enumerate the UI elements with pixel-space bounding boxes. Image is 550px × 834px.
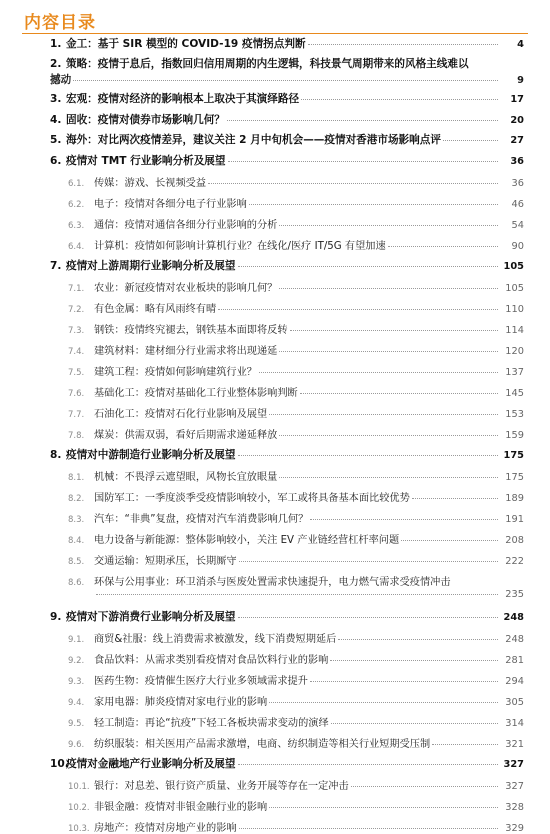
entry-title: 环保与公用事业：环卫消杀与医废处置需求快速提升，电力燃气需求受疫情冲击 — [94, 577, 451, 588]
entry-number: 10.3. — [68, 824, 90, 834]
entry-title: 电力设备与新能源：整体影响较小，关注 EV 产业链经营杠杆率问题 — [94, 535, 400, 546]
entry-title: 疫情对 TMT 行业影响分析及展望 — [66, 155, 226, 167]
entry-title: 疫情对中游制造行业影响分析及展望 — [66, 449, 236, 461]
toc-section-entry[interactable] — [0, 258, 550, 273]
dot-leader — [238, 764, 499, 765]
toc-section-entry[interactable] — [0, 36, 550, 51]
dot-leader — [218, 309, 498, 310]
toc-subsection-entry[interactable] — [0, 651, 550, 666]
entry-number: 5. — [50, 134, 62, 146]
toc-section-entry[interactable] — [0, 132, 550, 147]
toc-section-entry[interactable] — [0, 756, 550, 771]
entry-page-number: 294 — [505, 676, 524, 687]
entry-page-number: 189 — [505, 493, 524, 504]
entry-title: 家用电器：肺炎疫情对家电行业的影响 — [94, 697, 268, 708]
toc-section-entry[interactable] — [0, 447, 550, 462]
entry-page-number: 327 — [505, 781, 524, 792]
toc-subsection-entry[interactable] — [0, 321, 550, 336]
entry-title: 基础化工：疫情对基础化工行业整体影响判断 — [94, 388, 298, 399]
entry-number: 10. — [50, 758, 69, 770]
toc-subsection-entry[interactable] — [0, 672, 550, 687]
dot-leader — [401, 540, 498, 541]
entry-number: 10.2. — [68, 803, 90, 813]
entry-title: 计算机：疫情如何影响计算机行业？在线化/医疗 IT/5G 有望加速 — [94, 241, 386, 252]
toc-subsection-entry[interactable] — [0, 279, 550, 294]
toc-subsection-entry-continuation[interactable] — [0, 589, 550, 600]
dot-leader — [239, 828, 498, 829]
entry-number: 9.5. — [68, 719, 85, 729]
dot-leader — [443, 140, 498, 141]
toc-section-entry[interactable] — [0, 609, 550, 624]
entry-page-number: 281 — [505, 655, 524, 666]
entry-title: 疫情对上游周期行业影响分析及展望 — [66, 260, 236, 272]
dot-leader — [73, 80, 498, 81]
entry-page-number: 159 — [505, 430, 524, 441]
toc-subsection-entry[interactable] — [0, 798, 550, 813]
dot-leader — [269, 702, 498, 703]
entry-title: 建筑材料：建材细分行业需求将出现递延 — [94, 346, 278, 357]
entry-title: 通信：疫情对通信各细分行业影响的分析 — [94, 220, 278, 231]
dot-leader — [269, 414, 498, 415]
toc-subsection-entry[interactable] — [0, 510, 550, 525]
toc-subsection-entry[interactable] — [0, 630, 550, 645]
dot-leader — [308, 44, 498, 45]
toc-subsection-entry[interactable] — [0, 174, 550, 189]
toc-subsection-entry[interactable] — [0, 693, 550, 708]
toc-subsection-entry[interactable] — [0, 552, 550, 567]
toc-subsection-entry[interactable] — [0, 300, 550, 315]
toc-subsection-entry[interactable] — [0, 777, 550, 792]
title-divider — [22, 33, 528, 34]
entry-title: 汽车：“非典”复盘，疫情对汽车消费影响几何？ — [94, 514, 309, 525]
entry-title: 疫情对下游消费行业影响分析及展望 — [66, 611, 236, 623]
entry-number: 9.2. — [68, 656, 85, 666]
dot-leader — [351, 786, 498, 787]
entry-number: 9.1. — [68, 635, 85, 645]
entry-number: 8.1. — [68, 473, 85, 483]
dot-leader — [279, 477, 498, 478]
dot-leader — [290, 330, 498, 331]
entry-page-number: 314 — [505, 718, 524, 729]
entry-number: 9.3. — [68, 677, 85, 687]
entry-title: 建筑工程：疫情如何影响建筑行业？ — [94, 367, 257, 378]
dot-leader — [310, 519, 498, 520]
dot-leader — [239, 561, 498, 562]
dot-leader — [310, 681, 498, 682]
entry-title: 煤炭：供需双弱，看好后期需求递延释放 — [94, 430, 278, 441]
entry-number: 9. — [50, 611, 62, 623]
dot-leader — [432, 744, 498, 745]
toc-subsection-entry[interactable] — [0, 342, 550, 357]
toc-section-entry[interactable] — [0, 112, 550, 127]
entry-number: 6. — [50, 155, 62, 167]
entry-page-number: 153 — [505, 409, 524, 420]
entry-page-number: 248 — [505, 634, 524, 645]
entry-number: 7.5. — [68, 368, 85, 378]
entry-page-number: 305 — [505, 697, 524, 708]
entry-number: 7.3. — [68, 326, 85, 336]
entry-title: 农业：新冠疫情对农业板块的影响几何？ — [94, 283, 278, 294]
entry-page-number: 4 — [517, 39, 524, 50]
entry-title: 海外：对比两次疫情差异，建议关注 2 月中旬机会——疫情对香港市场影响点评 — [66, 134, 441, 146]
entry-page-number: 17 — [510, 94, 524, 105]
entry-number: 6.2. — [68, 200, 85, 210]
entry-number: 7.8. — [68, 431, 85, 441]
entry-number: 8.5. — [68, 557, 85, 567]
entry-title: 医药生物：疫情催生医疗大行业多领域需求提升 — [94, 676, 308, 687]
entry-page-number: 27 — [510, 135, 524, 146]
dot-leader — [279, 288, 498, 289]
entry-page-number: 114 — [505, 325, 524, 336]
entry-number: 7.7. — [68, 410, 85, 420]
dot-leader — [300, 393, 498, 394]
entry-number: 3. — [50, 93, 62, 105]
entry-title: 国防军工：一季度淡季受疫情影响较小，军工或将具备基本面比较优势 — [94, 493, 410, 504]
toc-subsection-entry[interactable] — [0, 363, 550, 378]
entry-title: 食品饮料：从需求类别看疫情对食品饮料行业的影响 — [94, 655, 329, 666]
toc-subsection-entry[interactable] — [0, 426, 550, 441]
dot-leader — [96, 594, 498, 595]
dot-leader — [388, 246, 498, 247]
entry-page-number: 175 — [505, 472, 524, 483]
entry-title: 银行：对息差、银行资产质量、业务开展等存在一定冲击 — [94, 781, 349, 792]
dot-leader — [279, 435, 498, 436]
entry-title: 交通运输：短期承压，长期厮守 — [94, 556, 237, 567]
dot-leader — [208, 183, 498, 184]
entry-page-number: 54 — [511, 220, 524, 231]
entry-number: 7.2. — [68, 305, 85, 315]
entry-title: 疫情对金融地产行业影响分析及展望 — [66, 758, 236, 770]
toc-section-entry[interactable] — [0, 153, 550, 168]
dot-leader — [249, 204, 498, 205]
dot-leader — [259, 372, 498, 373]
toc-subsection-entry[interactable] — [0, 468, 550, 483]
entry-number: 9.4. — [68, 698, 85, 708]
toc-subsection-entry[interactable] — [0, 489, 550, 504]
dot-leader — [238, 455, 499, 456]
entry-page-number: 329 — [505, 823, 524, 834]
entry-title-continuation: 撼动 — [50, 74, 72, 86]
toc-section-entry[interactable] — [0, 56, 550, 71]
entry-page-number: 175 — [503, 450, 524, 461]
toc-subsection-entry[interactable] — [0, 195, 550, 210]
dot-leader — [279, 351, 498, 352]
entry-number: 4. — [50, 114, 62, 126]
entry-number: 6.1. — [68, 179, 85, 189]
dot-leader — [338, 639, 498, 640]
entry-number: 7.4. — [68, 347, 85, 357]
entry-number: 8.2. — [68, 494, 85, 504]
entry-page-number: 105 — [505, 283, 524, 294]
entry-title: 机械：不畏浮云遮望眼，风物长宜放眼量 — [94, 472, 278, 483]
toc-subsection-entry[interactable] — [0, 819, 550, 834]
toc-subsection-entry[interactable] — [0, 384, 550, 399]
entry-number: 7. — [50, 260, 62, 272]
entry-title: 石油化工：疫情对石化行业影响及展望 — [94, 409, 268, 420]
entry-page-number: 328 — [505, 802, 524, 813]
entry-page-number: 327 — [503, 759, 524, 770]
entry-title: 固收：疫情对债券市场影响几何？ — [66, 114, 225, 126]
dot-leader — [228, 161, 499, 162]
entry-number: 10.1. — [68, 782, 90, 792]
entry-page-number: 191 — [505, 514, 524, 525]
dot-leader — [238, 617, 499, 618]
entry-number: 9.6. — [68, 740, 85, 750]
entry-number: 7.6. — [68, 389, 85, 399]
entry-number: 6.3. — [68, 221, 85, 231]
dot-leader — [330, 660, 498, 661]
entry-page-number: 36 — [510, 156, 524, 167]
entry-title: 钢铁：疫情终究褪去，钢铁基本面即将反转 — [94, 325, 288, 336]
entry-number: 2. — [50, 58, 62, 70]
entry-title: 有色金属：略有风雨终有晴 — [94, 304, 217, 315]
entry-page-number: 145 — [505, 388, 524, 399]
toc-subsection-entry[interactable] — [0, 573, 550, 588]
entry-number: 8.6. — [68, 578, 85, 588]
entry-number: 8.3. — [68, 515, 85, 525]
entry-page-number: 105 — [503, 261, 524, 272]
toc-title: 内容目录 — [24, 13, 96, 33]
toc-subsection-entry[interactable] — [0, 216, 550, 231]
entry-number: 8. — [50, 449, 62, 461]
toc-subsection-entry[interactable] — [0, 237, 550, 252]
entry-number: 1. — [50, 38, 62, 50]
entry-page-number: 46 — [511, 199, 524, 210]
entry-page-number: 36 — [511, 178, 524, 189]
entry-title: 电子：疫情对各细分电子行业影响 — [94, 199, 247, 210]
dot-leader — [227, 120, 498, 121]
dot-leader — [301, 99, 498, 100]
entry-title: 商贸&社服：线上消费需求被激发，线下消费短期延后 — [94, 634, 337, 645]
entry-page-number: 137 — [505, 367, 524, 378]
toc-subsection-entry[interactable] — [0, 714, 550, 729]
entry-title: 宏观：疫情对经济的影响根本上取决于其演绎路径 — [66, 93, 300, 105]
toc-subsection-entry[interactable] — [0, 405, 550, 420]
entry-page-number: 90 — [511, 241, 524, 252]
dot-leader — [279, 225, 498, 226]
dot-leader — [238, 266, 499, 267]
toc-subsection-entry[interactable] — [0, 735, 550, 750]
entry-number: 8.4. — [68, 536, 85, 546]
entry-title: 轻工制造：再论“抗疫”下轻工各板块需求变动的演绎 — [94, 718, 329, 729]
entry-page-number: 9 — [517, 75, 524, 86]
dot-leader — [331, 723, 498, 724]
toc-section-entry[interactable] — [0, 91, 550, 106]
entry-page-number: 20 — [510, 115, 524, 126]
entry-page-number: 120 — [505, 346, 524, 357]
entry-title: 纺织服装：相关医用产品需求激增，电商、纺织制造等相关行业短期受压制 — [94, 739, 431, 750]
entry-title: 策略：疫情于息后，指数回归信用周期的内生逻辑，科技景气周期带来的风格主线难以 — [66, 58, 469, 70]
entry-page-number: 235 — [505, 589, 524, 600]
toc-section-entry-continuation[interactable] — [0, 72, 550, 87]
entry-title: 房地产：疫情对房地产业的影响 — [94, 823, 237, 834]
dot-leader — [269, 807, 498, 808]
dot-leader — [412, 498, 498, 499]
toc-subsection-entry[interactable] — [0, 531, 550, 546]
entry-number: 6.4. — [68, 242, 85, 252]
entry-page-number: 222 — [505, 556, 524, 567]
entry-page-number: 208 — [505, 535, 524, 546]
entry-page-number: 248 — [503, 612, 524, 623]
entry-page-number: 321 — [505, 739, 524, 750]
entry-number: 7.1. — [68, 284, 85, 294]
entry-title: 非银金融：疫情对非银金融行业的影响 — [94, 802, 268, 813]
entry-title: 传媒：游戏、长视频受益 — [94, 178, 207, 189]
entry-title: 金工：基于 SIR 模型的 COVID-19 疫情拐点判断 — [66, 38, 306, 50]
entry-page-number: 110 — [505, 304, 524, 315]
